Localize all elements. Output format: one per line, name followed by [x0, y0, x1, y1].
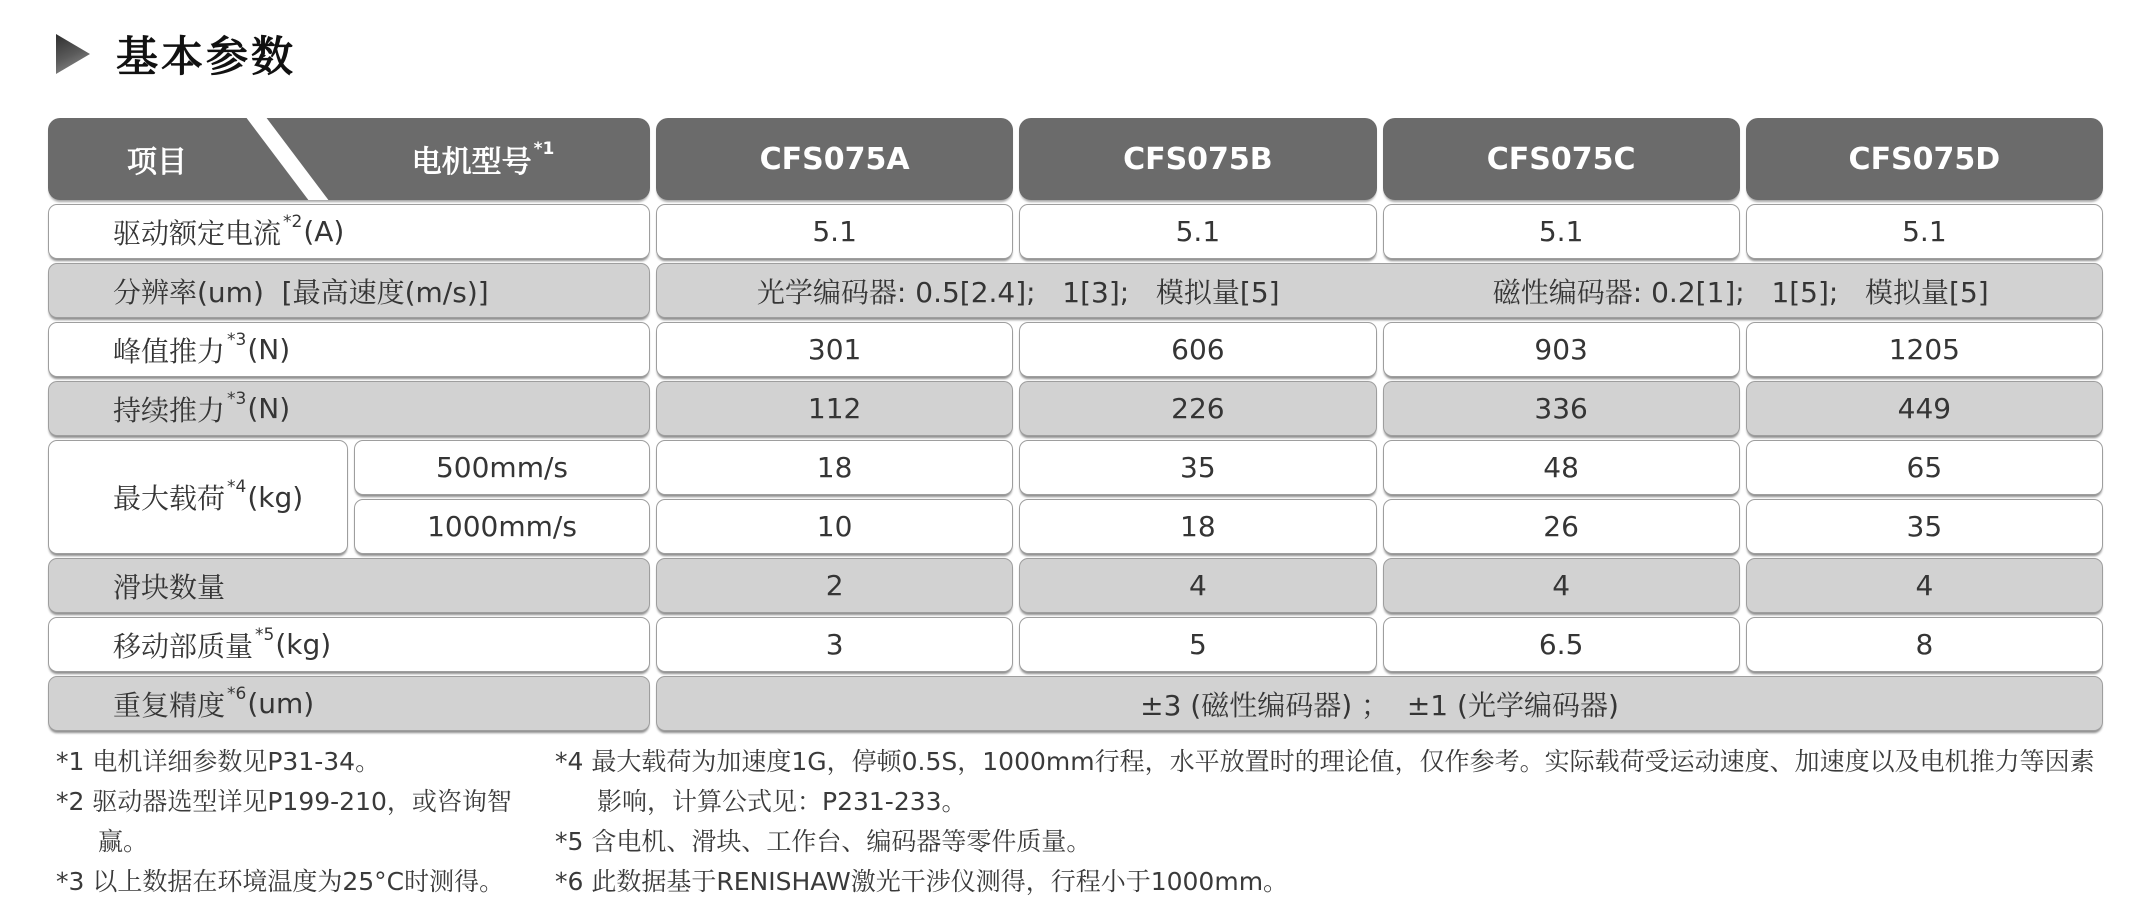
header-item-model-cell	[48, 118, 650, 200]
footnote-item: *1 电机详细参数见P31-34。	[56, 747, 381, 776]
value-cell: 301	[656, 322, 1013, 377]
footnote-marker: *4	[227, 477, 247, 497]
value-cell: 35	[1019, 440, 1376, 495]
value-cell: 226	[1019, 381, 1376, 436]
value-cell: 2	[656, 558, 1013, 613]
repeatability-merged-value: ±3 (磁性编码器) ； ±1 (光学编码器)	[656, 676, 2103, 731]
row-label-unit: (N)	[247, 392, 291, 425]
row-label-unit: (A)	[303, 215, 345, 248]
header-item-label: 项目	[127, 145, 187, 180]
value-cell: 606	[1019, 322, 1376, 377]
row-label-text: 分辨率(um) [最高速度(m/s)]	[113, 275, 489, 309]
rowspan-value-area	[354, 440, 2103, 554]
encoder-span-cell	[656, 263, 2103, 318]
value-cell: 65	[1746, 440, 2103, 495]
row-label	[48, 381, 650, 436]
row-label-unit: (kg)	[275, 628, 332, 661]
header-model-text: 电机型号	[411, 145, 532, 180]
table-rows	[48, 204, 2103, 731]
value-cell: 5.1	[1383, 204, 1740, 259]
footnote-marker: *5	[255, 624, 275, 645]
row-label	[48, 440, 348, 554]
footnote-item: *4 最大载荷为加速度1G，停顿0.5S，1000mm行程，水平放置时的理论值，仅作参考。实际载荷受运动速度、加速度以及电机推力等因素影响，计算公式见：P231-233。	[555, 747, 2095, 816]
value-cell: 8	[1746, 617, 2103, 672]
section-marker-arrow-icon	[56, 34, 90, 74]
value-cell: 5.1	[656, 204, 1013, 259]
value-cell: 449	[1746, 381, 2103, 436]
value-cell: 48	[1383, 440, 1740, 495]
footnote-item: *3 以上数据在环境温度为25°C时测得。	[56, 867, 505, 896]
table-row	[48, 381, 2103, 436]
header-model-label	[316, 118, 650, 200]
value-cell: 903	[1383, 322, 1740, 377]
value-cell: 112	[656, 381, 1013, 436]
value-cell: 4	[1383, 558, 1740, 613]
page-title: 基本参数	[116, 32, 297, 81]
row-label	[48, 558, 650, 613]
row-label	[48, 204, 650, 259]
model-column-header: CFS075A	[656, 118, 1013, 200]
section-title-bar	[56, 24, 296, 84]
row-label-text: 移动部质量	[113, 629, 254, 663]
table-row	[48, 322, 2103, 377]
value-cell: 336	[1383, 381, 1740, 436]
row-label	[48, 617, 650, 672]
table-row	[48, 617, 2103, 672]
row-label-unit: (N)	[247, 333, 291, 366]
optical-encoder-value: 光学编码器: 0.5[2.4]; 1[3]; 模拟量[5]	[756, 275, 1280, 309]
row-label	[48, 676, 650, 731]
table-row	[48, 676, 2103, 731]
row-label-text: 重复精度	[113, 688, 226, 722]
table-header-row	[48, 118, 2103, 200]
value-cell: 18	[656, 440, 1013, 495]
row-label-text: 驱动额定电流	[113, 216, 282, 250]
value-cell: 4	[1019, 558, 1376, 613]
footnote-marker: *1	[533, 139, 555, 159]
table-subrow	[354, 499, 2103, 554]
footnote-marker: *6	[227, 683, 247, 704]
row-label	[48, 263, 650, 318]
footnote-marker: *3	[227, 329, 247, 350]
value-cell: 6.5	[1383, 617, 1740, 672]
value-cell: 5.1	[1746, 204, 2103, 259]
row-label-unit: (um)	[247, 687, 315, 720]
value-cell: 4	[1746, 558, 2103, 613]
footnote-item: *5 含电机、滑块、工作台、编码器等零件质量。	[555, 827, 1092, 856]
table-row	[48, 263, 2103, 318]
footnote-left-column	[56, 742, 555, 902]
footnote-item: *2 驱动器选型详见P199-210，或咨询智赢。	[56, 787, 512, 856]
row-label-text: 最大载荷	[113, 482, 226, 515]
footnote-marker: *2	[283, 211, 303, 232]
row-label	[48, 322, 650, 377]
spec-table	[48, 118, 2103, 731]
footnote-marker: *3	[227, 388, 247, 409]
value-cell: 5.1	[1019, 204, 1376, 259]
row-label-text: 持续推力	[113, 393, 226, 427]
table-row	[48, 204, 2103, 259]
magnetic-encoder-value: 磁性编码器: 0.2[1]; 1[5]; 模拟量[5]	[1492, 275, 1989, 309]
value-cell: 10	[656, 499, 1013, 554]
footnote-item: *6 此数据基于RENISHAW激光干涉仪测得，行程小于1000mm。	[555, 867, 1289, 896]
value-cell: 3	[656, 617, 1013, 672]
speed-sublabel: 1000mm/s	[354, 499, 650, 554]
model-column-header: CFS075B	[1019, 118, 1376, 200]
row-label-unit: (kg)	[247, 480, 304, 514]
footnotes	[56, 742, 2115, 902]
model-column-header: CFS075C	[1383, 118, 1740, 200]
row-label-text: 滑块数量	[113, 570, 226, 604]
value-cell: 26	[1383, 499, 1740, 554]
table-row	[48, 440, 2103, 554]
footnote-right-column	[555, 742, 2115, 902]
value-cell: 5	[1019, 617, 1376, 672]
value-cell: 18	[1019, 499, 1376, 554]
table-subrow	[354, 440, 2103, 495]
speed-sublabel: 500mm/s	[354, 440, 650, 495]
value-cell: 35	[1746, 499, 2103, 554]
table-row	[48, 558, 2103, 613]
value-cell: 1205	[1746, 322, 2103, 377]
row-label-text: 峰值推力	[113, 334, 226, 368]
model-column-header: CFS075D	[1746, 118, 2103, 200]
